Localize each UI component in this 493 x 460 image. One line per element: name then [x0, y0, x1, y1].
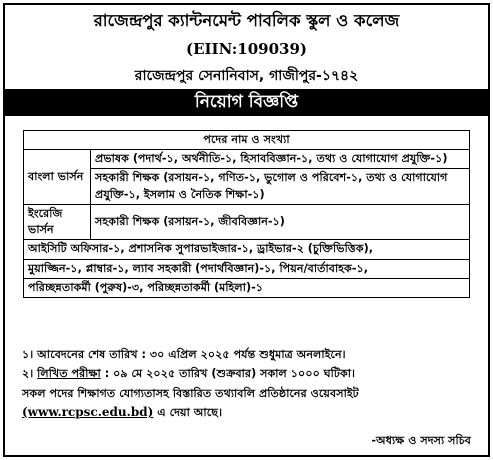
website-link[interactable]: (www.rcpsc.edu.bd) [22, 404, 154, 419]
eiin-number: (EIIN:109039) [186, 40, 307, 58]
bangla-assistant-teacher-posts: সহকারী শিক্ষক (রসায়ন-১, গণিত-১, ভুগোল ও পরিবেশ-১, তথ্য ও যোগাযোগ প্রযুক্তি-১, ইসলাম ও নৈতিক শিক্ষা-১) [91, 169, 470, 204]
bangla-lecturer-posts: প্রভাষক (পদার্থ-১, অর্থনীতি-১, হিসাববিজ্ঞান-১, তথ্য ও যোগাযোগ প্রযুক্তি-১) [91, 150, 470, 169]
english-assistant-teacher-posts: সহকারী শিক্ষক (রসায়ন-১, জীববিজ্ঞান-১) [91, 204, 470, 239]
notice-title: নিয়োগ বিজ্ঞপ্তি [3, 89, 490, 116]
institution-name: রাজেন্দ্রপুর ক্যান্টনমেন্ট পাবলিক স্কুল ও কলেজ [93, 11, 400, 30]
table-row [24, 278, 470, 297]
application-deadline-note: ১। আবেদনের শেষ তারিখ : ৩০ এপ্রিল ২০২৫ পর্যন্ত শুধুমাত্র অনলাইনে। [22, 348, 346, 361]
staff-posts-line-1: আইসিটি অফিসার-১, প্রশাসনিক সুপারভাইজার-১, ড্রাইভার-২ (চুক্তিভিত্তিক), [24, 240, 470, 259]
written-exam-detail: : ০৯ মে ২০২৫ তারিখ (শুক্রবার) সকাল ১০০০ ঘটিকা। [100, 367, 356, 380]
posts-table [23, 130, 470, 298]
signature: -অধ্যক্ষ ও সদস্য সচিব [371, 434, 471, 447]
website-note [22, 386, 474, 422]
table-row [24, 131, 470, 150]
table-row [24, 204, 470, 239]
table-row [24, 240, 470, 259]
table-row [24, 150, 470, 169]
table-heading: পদের নাম ও সংখ্যা [24, 131, 470, 150]
written-exam-note [22, 366, 474, 383]
english-version-label: ইংরেজি ভার্সন [24, 204, 91, 239]
written-exam-label: লিখিত পরীক্ষা [37, 367, 101, 380]
institution-address: রাজেন্দ্রপুর সেনানিবাস, গাজীপুর-১৭৪২ [134, 68, 359, 84]
bangla-version-label: বাংলা ভার্সন [24, 150, 91, 205]
note-number: ২। [22, 367, 38, 380]
staff-posts-line-3: পরিচ্ছন্নতাকর্মী (পুরুষ)-৩, পরিচ্ছন্নতাকর্মী (মহিলা)-১ [24, 278, 470, 297]
table-row [24, 169, 470, 204]
website-note-end: এ দেয়া আছে। [153, 405, 223, 419]
staff-posts-line-2: মুয়াজ্জিন-১, প্লাম্বার-১, ল্যাব সহকারী (পদার্থবিজ্ঞান)-১, পিয়ন/বার্তাবাহক-১, [24, 259, 470, 278]
website-note-text: সকল পদের শিক্ষাগত যোগ্যতাসহ বিস্তারিত তথ্যাবলি প্রতিষ্ঠানের ওয়েবসাইট [22, 387, 359, 400]
table-row [24, 259, 470, 278]
